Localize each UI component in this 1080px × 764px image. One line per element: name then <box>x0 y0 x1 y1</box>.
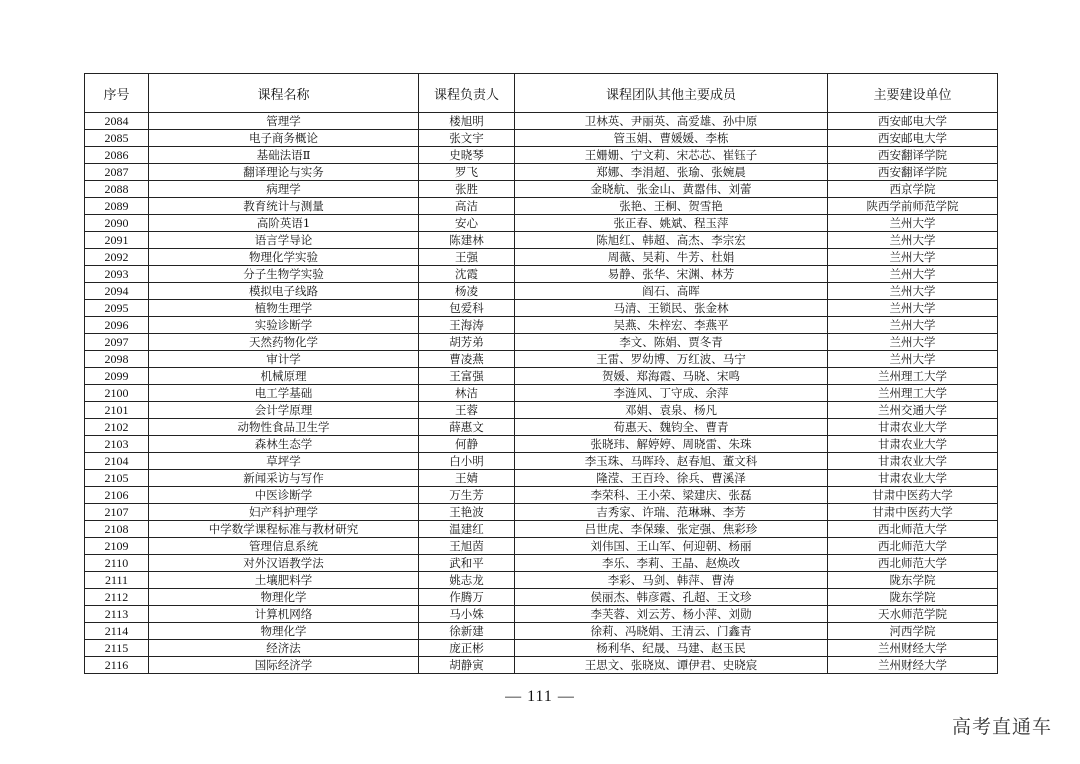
cell-team-members: 管玉娟、曹媛媛、李栋 <box>515 130 828 147</box>
cell-institution: 甘肃农业大学 <box>828 436 998 453</box>
table-row <box>85 640 998 657</box>
cell-index: 2102 <box>85 419 149 436</box>
cell-team-members: 阎石、高晖 <box>515 283 828 300</box>
cell-course-leader: 武和平 <box>419 555 515 572</box>
cell-institution: 兰州理工大学 <box>828 368 998 385</box>
cell-team-members: 陈旭红、韩超、高杰、李宗宏 <box>515 232 828 249</box>
cell-institution: 兰州大学 <box>828 283 998 300</box>
cell-course-leader: 王旭茵 <box>419 538 515 555</box>
cell-team-members: 吴燕、朱梓宏、李燕平 <box>515 317 828 334</box>
cell-institution: 兰州大学 <box>828 249 998 266</box>
cell-index: 2086 <box>85 147 149 164</box>
table-row <box>85 606 998 623</box>
table-row <box>85 538 998 555</box>
table-row <box>85 351 998 368</box>
cell-index: 2084 <box>85 113 149 130</box>
cell-course-leader: 张文宇 <box>419 130 515 147</box>
cell-course-leader: 徐新建 <box>419 623 515 640</box>
cell-index: 2113 <box>85 606 149 623</box>
cell-index: 2106 <box>85 487 149 504</box>
cell-team-members: 李彩、马剑、韩萍、曹涛 <box>515 572 828 589</box>
cell-team-members: 马清、王锁民、张金林 <box>515 300 828 317</box>
table-row <box>85 453 998 470</box>
cell-course-leader: 万生芳 <box>419 487 515 504</box>
table-row <box>85 266 998 283</box>
table-row <box>85 164 998 181</box>
cell-course-name: 高阶英语1 <box>149 215 419 232</box>
cell-course-name: 天然药物化学 <box>149 334 419 351</box>
table-row <box>85 283 998 300</box>
cell-index: 2100 <box>85 385 149 402</box>
cell-index: 2104 <box>85 453 149 470</box>
cell-institution: 西北师范大学 <box>828 521 998 538</box>
page-number: — 111 — <box>505 688 575 705</box>
cell-team-members: 侯丽杰、韩彦霞、孔超、王文珍 <box>515 589 828 606</box>
cell-course-leader: 安心 <box>419 215 515 232</box>
cell-course-name: 物理化学 <box>149 623 419 640</box>
cell-course-name: 模拟电子线路 <box>149 283 419 300</box>
cell-team-members: 贺媛、郑海霞、马晓、宋鸣 <box>515 368 828 385</box>
table-row <box>85 368 998 385</box>
cell-index: 2105 <box>85 470 149 487</box>
cell-course-name: 翻译理论与实务 <box>149 164 419 181</box>
cell-index: 2099 <box>85 368 149 385</box>
cell-team-members: 李荣科、王小荣、梁建庆、张磊 <box>515 487 828 504</box>
cell-team-members: 李涟风、丁守成、余萍 <box>515 385 828 402</box>
cell-course-leader: 胡静寅 <box>419 657 515 674</box>
cell-index: 2097 <box>85 334 149 351</box>
header-institution: 主要建设单位 <box>828 74 998 113</box>
cell-institution: 甘肃农业大学 <box>828 470 998 487</box>
cell-institution: 西北师范大学 <box>828 555 998 572</box>
cell-course-leader: 史晓琴 <box>419 147 515 164</box>
cell-course-leader: 作腾万 <box>419 589 515 606</box>
cell-team-members: 周薇、吴莉、牛芳、杜娟 <box>515 249 828 266</box>
cell-index: 2107 <box>85 504 149 521</box>
cell-course-name: 病理学 <box>149 181 419 198</box>
cell-course-name: 草坪学 <box>149 453 419 470</box>
table-row <box>85 334 998 351</box>
cell-team-members: 王姗姗、宁文莉、宋芯芯、崔钰子 <box>515 147 828 164</box>
cell-course-leader: 薛惠文 <box>419 419 515 436</box>
cell-index: 2092 <box>85 249 149 266</box>
cell-course-name: 分子生物学实验 <box>149 266 419 283</box>
table-row <box>85 215 998 232</box>
course-table-container <box>84 73 997 674</box>
cell-course-leader: 王艳波 <box>419 504 515 521</box>
cell-team-members: 吉秀家、许瑞、范琳琳、李芳 <box>515 504 828 521</box>
cell-course-name: 电工学基础 <box>149 385 419 402</box>
cell-institution: 兰州财经大学 <box>828 657 998 674</box>
cell-course-name: 经济法 <box>149 640 419 657</box>
cell-institution: 兰州财经大学 <box>828 640 998 657</box>
cell-course-leader: 杨凌 <box>419 283 515 300</box>
cell-index: 2087 <box>85 164 149 181</box>
cell-team-members: 徐莉、冯晓娟、王清云、门鑫青 <box>515 623 828 640</box>
cell-team-members: 李芙蓉、刘云芳、杨小萍、刘勋 <box>515 606 828 623</box>
cell-index: 2109 <box>85 538 149 555</box>
cell-course-leader: 陈建林 <box>419 232 515 249</box>
cell-institution: 甘肃农业大学 <box>828 419 998 436</box>
table-row <box>85 504 998 521</box>
table-row <box>85 232 998 249</box>
cell-course-name: 物理化学实验 <box>149 249 419 266</box>
cell-course-leader: 王蓉 <box>419 402 515 419</box>
cell-course-name: 电子商务概论 <box>149 130 419 147</box>
cell-team-members: 邓娟、袁泉、杨凡 <box>515 402 828 419</box>
cell-index: 2096 <box>85 317 149 334</box>
cell-institution: 甘肃农业大学 <box>828 453 998 470</box>
cell-course-leader: 白小明 <box>419 453 515 470</box>
table-row <box>85 130 998 147</box>
cell-course-leader: 王强 <box>419 249 515 266</box>
cell-team-members: 李文、陈娟、贾冬青 <box>515 334 828 351</box>
cell-team-members: 王思文、张晓岚、谭伊君、史晓宸 <box>515 657 828 674</box>
cell-index: 2090 <box>85 215 149 232</box>
cell-index: 2110 <box>85 555 149 572</box>
cell-course-leader: 包爱科 <box>419 300 515 317</box>
cell-team-members: 张艳、王桐、贺雪艳 <box>515 198 828 215</box>
cell-team-members: 金晓航、张金山、黄嚣伟、刘蕾 <box>515 181 828 198</box>
cell-institution: 兰州大学 <box>828 232 998 249</box>
cell-institution: 兰州交通大学 <box>828 402 998 419</box>
cell-team-members: 隆滢、王百玲、徐兵、曹溪泽 <box>515 470 828 487</box>
cell-institution: 兰州大学 <box>828 317 998 334</box>
cell-institution: 西安邮电大学 <box>828 113 998 130</box>
cell-course-name: 物理化学 <box>149 589 419 606</box>
cell-institution: 西安翻译学院 <box>828 147 998 164</box>
cell-course-name: 动物性食品卫生学 <box>149 419 419 436</box>
cell-course-leader: 高洁 <box>419 198 515 215</box>
cell-course-leader: 胡芳弟 <box>419 334 515 351</box>
cell-course-name: 会计学原理 <box>149 402 419 419</box>
cell-institution: 陇东学院 <box>828 572 998 589</box>
table-row <box>85 521 998 538</box>
cell-index: 2085 <box>85 130 149 147</box>
cell-course-name: 基础法语Ⅱ <box>149 147 419 164</box>
cell-institution: 天水师范学院 <box>828 606 998 623</box>
cell-index: 2103 <box>85 436 149 453</box>
cell-institution: 兰州大学 <box>828 215 998 232</box>
cell-index: 2089 <box>85 198 149 215</box>
cell-institution: 兰州大学 <box>828 334 998 351</box>
cell-course-leader: 温建红 <box>419 521 515 538</box>
cell-course-leader: 王婧 <box>419 470 515 487</box>
cell-course-leader: 庞正彬 <box>419 640 515 657</box>
cell-institution: 陇东学院 <box>828 589 998 606</box>
cell-institution: 陕西学前师范学院 <box>828 198 998 215</box>
header-course-name: 课程名称 <box>149 74 419 113</box>
cell-course-name: 中学数学课程标准与教材研究 <box>149 521 419 538</box>
cell-course-leader: 王海涛 <box>419 317 515 334</box>
cell-course-name: 实验诊断学 <box>149 317 419 334</box>
table-row <box>85 113 998 130</box>
cell-course-leader: 马小姝 <box>419 606 515 623</box>
cell-course-leader: 林洁 <box>419 385 515 402</box>
cell-course-name: 机械原理 <box>149 368 419 385</box>
cell-course-name: 教育统计与测量 <box>149 198 419 215</box>
cell-team-members: 李乐、李莉、王晶、赵焕改 <box>515 555 828 572</box>
cell-course-leader: 罗飞 <box>419 164 515 181</box>
table-row <box>85 589 998 606</box>
cell-team-members: 易静、张华、宋渊、林芳 <box>515 266 828 283</box>
cell-course-name: 妇产科护理学 <box>149 504 419 521</box>
cell-course-name: 语言学导论 <box>149 232 419 249</box>
table-row <box>85 470 998 487</box>
table-row <box>85 385 998 402</box>
table-row <box>85 657 998 674</box>
table-row <box>85 623 998 640</box>
table-row <box>85 181 998 198</box>
cell-course-name: 新闻采访与写作 <box>149 470 419 487</box>
cell-course-name: 土壤肥料学 <box>149 572 419 589</box>
cell-team-members: 荀惠天、魏钧全、曹青 <box>515 419 828 436</box>
cell-index: 2094 <box>85 283 149 300</box>
cell-team-members: 吕世虎、李保臻、张定强、焦彩珍 <box>515 521 828 538</box>
cell-index: 2112 <box>85 589 149 606</box>
table-row <box>85 555 998 572</box>
cell-course-name: 植物生理学 <box>149 300 419 317</box>
cell-index: 2116 <box>85 657 149 674</box>
cell-institution: 兰州理工大学 <box>828 385 998 402</box>
cell-course-name: 审计学 <box>149 351 419 368</box>
cell-institution: 西安翻译学院 <box>828 164 998 181</box>
cell-course-leader: 曹凌燕 <box>419 351 515 368</box>
cell-index: 2114 <box>85 623 149 640</box>
course-table <box>84 73 998 674</box>
header-index: 序号 <box>85 74 149 113</box>
cell-course-leader: 姚志龙 <box>419 572 515 589</box>
cell-course-name: 对外汉语教学法 <box>149 555 419 572</box>
cell-index: 2108 <box>85 521 149 538</box>
table-row <box>85 402 998 419</box>
cell-index: 2088 <box>85 181 149 198</box>
cell-index: 2111 <box>85 572 149 589</box>
cell-course-name: 管理信息系统 <box>149 538 419 555</box>
cell-course-name: 中医诊断学 <box>149 487 419 504</box>
cell-index: 2091 <box>85 232 149 249</box>
cell-index: 2101 <box>85 402 149 419</box>
cell-course-leader: 王富强 <box>419 368 515 385</box>
header-team-members: 课程团队其他主要成员 <box>515 74 828 113</box>
cell-course-name: 管理学 <box>149 113 419 130</box>
table-row <box>85 487 998 504</box>
watermark: 高考直通车 <box>951 716 1052 738</box>
table-row <box>85 300 998 317</box>
cell-institution: 兰州大学 <box>828 300 998 317</box>
cell-team-members: 杨利华、纪晟、马建、赵玉民 <box>515 640 828 657</box>
header-course-leader: 课程负责人 <box>419 74 515 113</box>
cell-team-members: 张正春、姚斌、程玉萍 <box>515 215 828 232</box>
cell-team-members: 卫林英、尹丽英、高爱雄、孙中原 <box>515 113 828 130</box>
cell-course-leader: 何静 <box>419 436 515 453</box>
cell-course-leader: 张胜 <box>419 181 515 198</box>
cell-course-leader: 楼旭明 <box>419 113 515 130</box>
cell-institution: 甘肃中医药大学 <box>828 487 998 504</box>
cell-team-members: 张晓玮、解婷婷、周晓雷、朱珠 <box>515 436 828 453</box>
cell-course-leader: 沈霞 <box>419 266 515 283</box>
table-row <box>85 572 998 589</box>
table-row <box>85 419 998 436</box>
cell-team-members: 刘伟国、王山军、何迎朝、杨丽 <box>515 538 828 555</box>
cell-course-name: 计算机网络 <box>149 606 419 623</box>
cell-team-members: 王雷、罗幼博、万红波、马宁 <box>515 351 828 368</box>
cell-institution: 河西学院 <box>828 623 998 640</box>
table-row <box>85 317 998 334</box>
cell-course-name: 国际经济学 <box>149 657 419 674</box>
table-row <box>85 249 998 266</box>
cell-index: 2093 <box>85 266 149 283</box>
cell-institution: 兰州大学 <box>828 351 998 368</box>
table-row <box>85 436 998 453</box>
cell-institution: 西京学院 <box>828 181 998 198</box>
cell-index: 2098 <box>85 351 149 368</box>
cell-course-name: 森林生态学 <box>149 436 419 453</box>
header-row <box>85 74 998 113</box>
table-row <box>85 147 998 164</box>
cell-institution: 西安邮电大学 <box>828 130 998 147</box>
cell-team-members: 郑娜、李涓超、张瑜、张婉晨 <box>515 164 828 181</box>
cell-institution: 兰州大学 <box>828 266 998 283</box>
cell-index: 2115 <box>85 640 149 657</box>
cell-index: 2095 <box>85 300 149 317</box>
cell-institution: 甘肃中医药大学 <box>828 504 998 521</box>
cell-institution: 西北师范大学 <box>828 538 998 555</box>
table-row <box>85 198 998 215</box>
cell-team-members: 李玉珠、马晖玲、赵春旭、董文科 <box>515 453 828 470</box>
table-body <box>85 113 998 674</box>
